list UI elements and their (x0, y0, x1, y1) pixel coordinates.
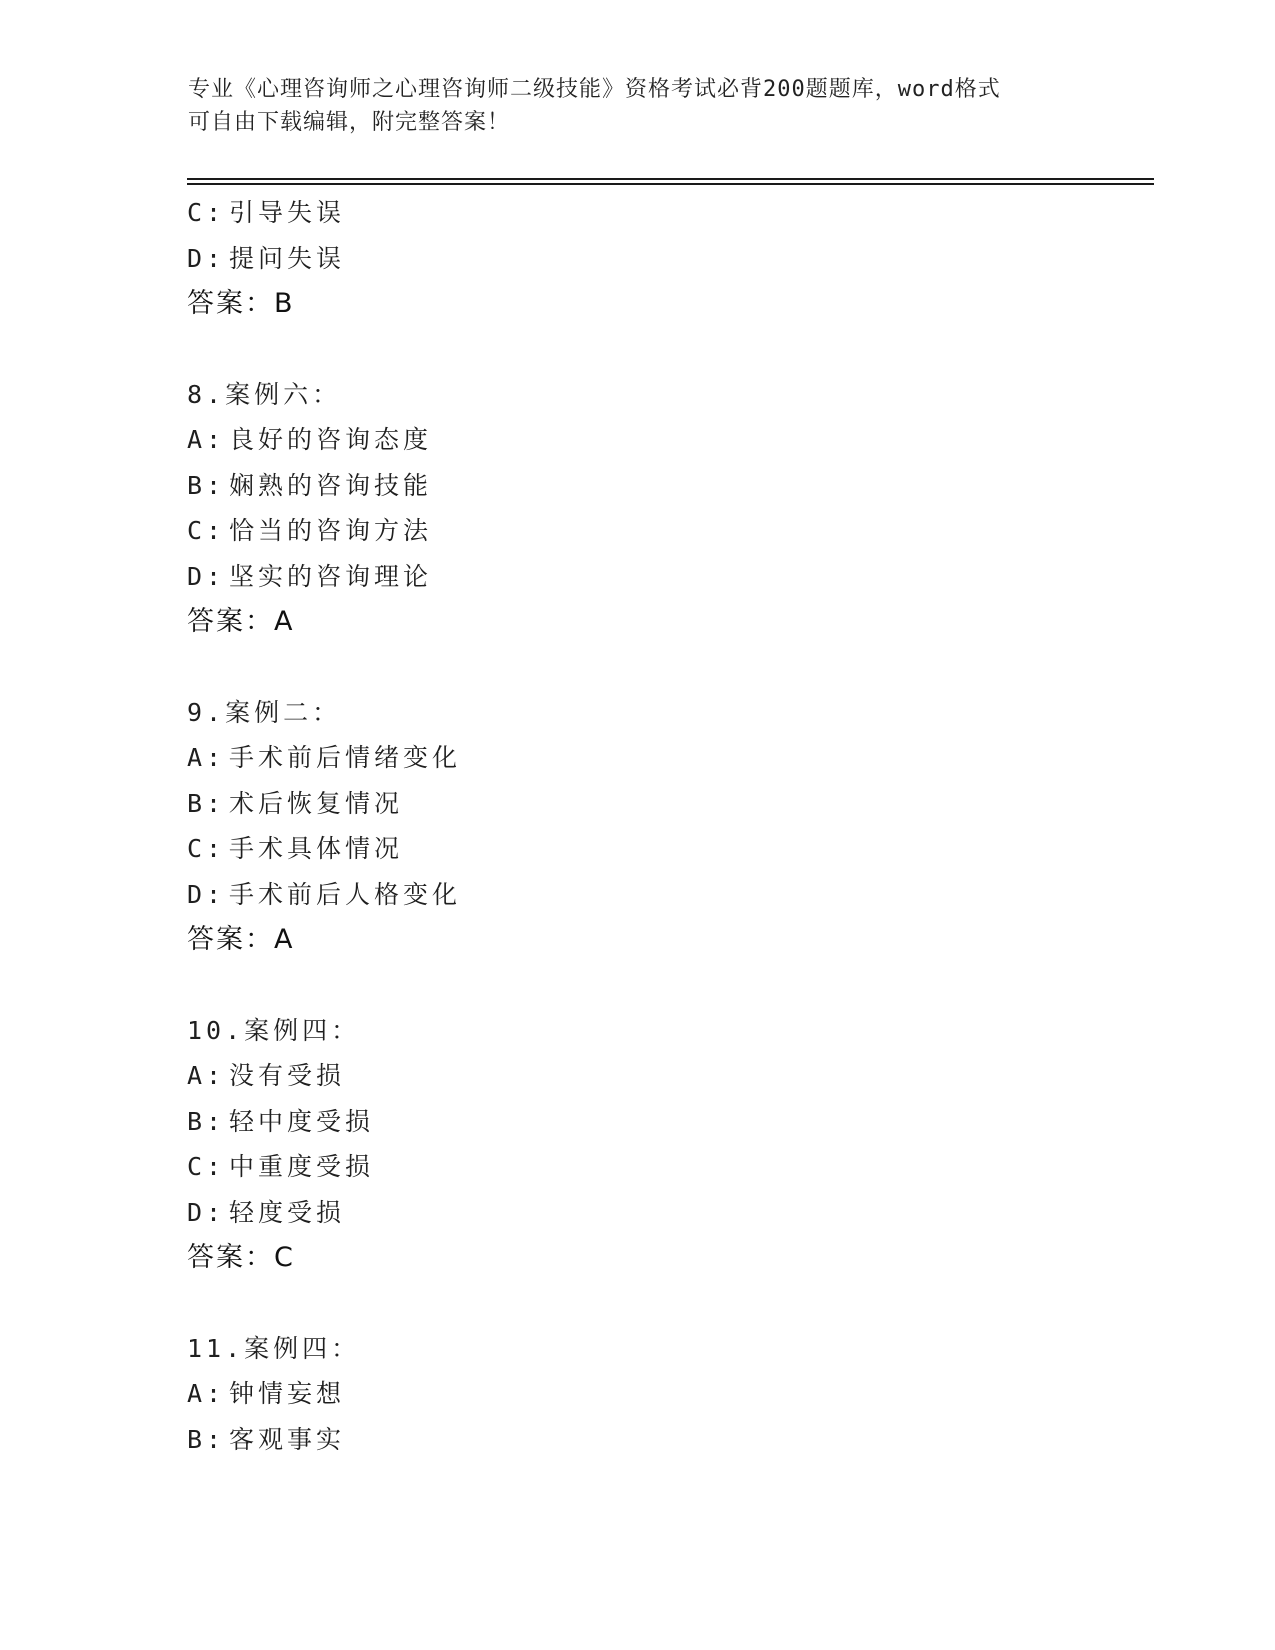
option-text: 恰当的咨询方法 (229, 516, 433, 545)
option-row (187, 554, 1147, 600)
option-text: 钟情妄想 (229, 1379, 346, 1408)
header-line-1: 专业《心理咨询师之心理咨询师二级技能》资格考试必背200题题库，word格式 (188, 77, 1001, 102)
option-text: 手术前后人格变化 (229, 879, 462, 909)
option-text: 中重度受损 (229, 1152, 375, 1181)
question-title: 11.案例四： (187, 1333, 361, 1363)
option-row (187, 508, 1147, 554)
header-divider-top (187, 178, 1154, 180)
option-key: A: (187, 743, 226, 772)
question-continued (187, 190, 1147, 327)
option-text: 引导失误 (229, 198, 346, 227)
option-row (187, 872, 1147, 918)
option-key: D: (187, 561, 226, 591)
option-key: C: (187, 834, 226, 863)
question-title: 9.案例二： (187, 697, 342, 727)
option-row (187, 781, 1147, 827)
document-header (188, 73, 1088, 139)
option-key: B: (187, 1424, 226, 1454)
option-row (187, 1190, 1147, 1236)
option-key: C: (187, 1152, 226, 1181)
question-10 (187, 1008, 1147, 1281)
option-row (187, 1144, 1147, 1190)
option-key: C: (187, 516, 226, 545)
option-key: B: (187, 1106, 226, 1136)
option-text: 手术具体情况 (229, 834, 404, 863)
option-key: A: (187, 425, 226, 454)
option-key: A: (187, 1061, 226, 1090)
option-text: 手术前后情绪变化 (229, 743, 462, 772)
header-line-2: 可自由下载编辑，附完整答案！ (188, 110, 511, 135)
option-row (187, 417, 1147, 463)
option-text: 娴熟的咨询技能 (229, 470, 433, 500)
option-row (187, 1417, 1147, 1463)
option-text: 没有受损 (229, 1061, 346, 1090)
option-text: 良好的咨询态度 (229, 425, 433, 454)
spacer (187, 327, 1147, 372)
option-text: 坚实的咨询理论 (229, 561, 433, 591)
option-row (187, 1099, 1147, 1145)
option-row (187, 236, 1147, 282)
spacer (187, 1281, 1147, 1326)
option-key: C: (187, 198, 226, 227)
option-row (187, 463, 1147, 509)
question-11 (187, 1326, 1147, 1463)
option-row (187, 190, 1147, 236)
question-9 (187, 690, 1147, 963)
option-key: D: (187, 879, 226, 909)
option-key: D: (187, 243, 226, 273)
spacer (187, 645, 1147, 690)
option-text: 轻中度受损 (229, 1106, 375, 1136)
answer-line: 答案：A (187, 924, 295, 955)
answer-line: 答案：A (187, 606, 295, 637)
question-list (187, 190, 1147, 1462)
option-text: 轻度受损 (229, 1197, 346, 1227)
option-row (187, 1371, 1147, 1417)
option-key: B: (187, 470, 226, 500)
option-row (187, 1053, 1147, 1099)
option-row (187, 735, 1147, 781)
question-8 (187, 372, 1147, 645)
option-key: A: (187, 1379, 226, 1408)
question-title: 8.案例六： (187, 379, 342, 409)
option-text: 客观事实 (229, 1424, 346, 1454)
option-key: B: (187, 788, 226, 818)
option-key: D: (187, 1197, 226, 1227)
answer-line: 答案：B (187, 288, 295, 319)
spacer (187, 963, 1147, 1008)
answer-line: 答案：C (187, 1242, 295, 1273)
header-divider-bottom (187, 183, 1154, 185)
option-text: 术后恢复情况 (229, 788, 404, 818)
option-text: 提问失误 (229, 243, 346, 273)
option-row (187, 826, 1147, 872)
question-title: 10.案例四： (187, 1015, 361, 1045)
